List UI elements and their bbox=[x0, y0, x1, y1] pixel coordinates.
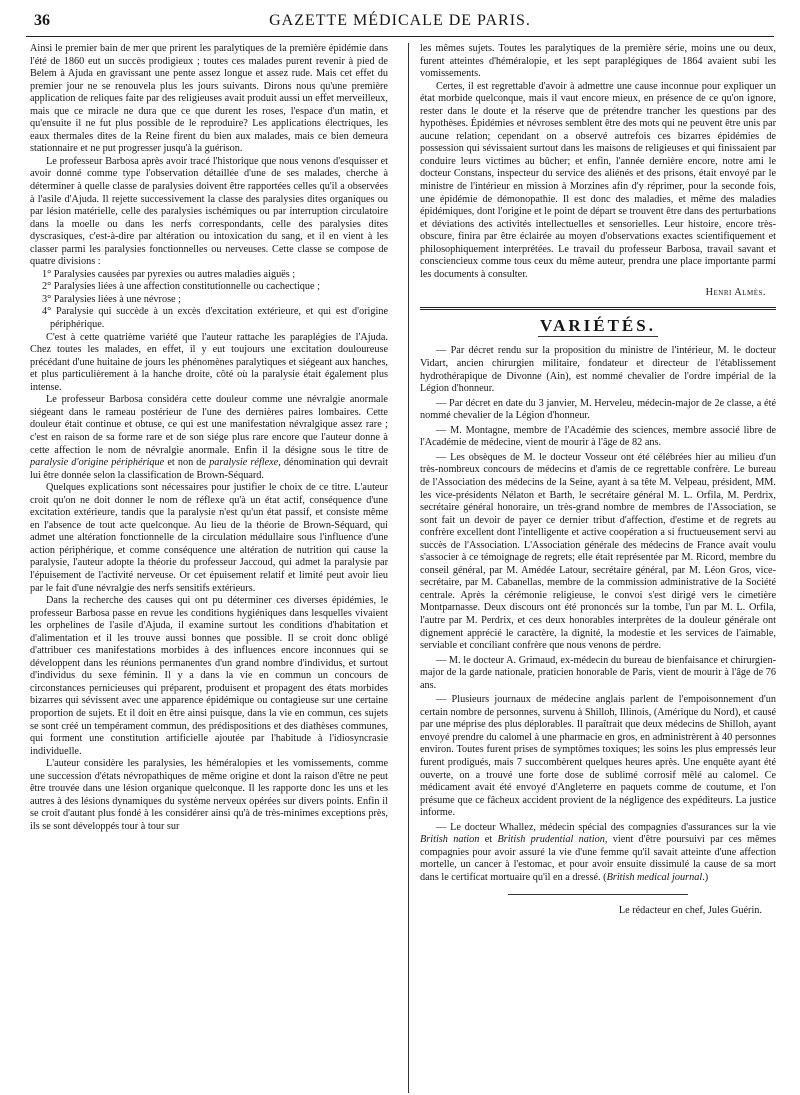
list-item: 4° Paralysie qui succède à un excès d'excitation extérieure, et qui est d'origine périphérique. bbox=[42, 306, 388, 331]
page-header bbox=[26, 10, 774, 37]
article-signature: Henri Almès. bbox=[705, 287, 766, 299]
news-item: — Plusieurs journaux de médecine anglais parlent de l'empoisonnement d'un certain nombre de personnes, survenu à Shilloh, Illinois, (Amérique du Nord), et causé par une méprise des plus déplorables. Il paraîtrait que deux médecins de Shilloh, ayant envoyé prendre du calomel à une pharmacie en gros, en administrèrent à 40 personnes environ. Toutes furent prises de symptômes toxiques; les soins les plus empressés leur furent prodigués, mais 7 succombèrent quelques heures après. Une enquête ayant été ouverte, on a trouvé une forte dose de sublimé corrosif mêlé au calomel. Ce médicament avait été envoyé d'Angleterre en paquets comme de coutume, et l'on présume que ce fâcheux accident provient de la négligence des expéditeurs. La justice informe. bbox=[420, 694, 776, 819]
paragraph: Quelques explications sont nécessaires pour justifier le choix de ce titre. L'auteur croit qu'on ne doit donner le nom de réflexe qu'à un état actif, conséquence d'une excitation extérieure, tandis que la paralysie n'est qu'un état passif, et consiste même en l'absence de tout acte quelconque. Au lieu de la théorie de Brown-Séquard, qui admet une altération fonctionnelle de la circulation médullaire sous l'influence d'une action périphérique, et comme conséquence une altération de nutrition qui cause la paralysie, l'auteur adopte la théorie du professeur Jaccoud, qui admet la paralysie par l'épuisement de l'activité nerveuse. Or cet épuisement relatif et limité peut avoir lieu par le fait d'une névralgie des nerfs sensitifs extérieurs. bbox=[30, 482, 388, 594]
left-column bbox=[30, 43, 388, 833]
news-item: — Par décret rendu sur la proposition du ministre de l'intérieur, M. le docteur Vidart, ancien chirurgien militaire, fondateur et directeur de l'établissement hydrothérapique de Divonne (Ain), est nommé chevalier de l'ordre impérial de la Légion d'honneur. bbox=[420, 345, 776, 395]
italic-term: British medical journal bbox=[606, 871, 703, 883]
text-run: , vient d'être poursuivi par ces mêmes compagnies pour avoir assuré la vie d'une femme qu'il savait atteinte d'une affection mortelle, un cancer à l'estomac, et pour avoir ensuite dissimulé la cause de sa mort dans le certificat mortuaire qu'il en a dressé. ( bbox=[420, 834, 777, 883]
news-item: — Les obsèques de M. le docteur Vosseur ont été célébrées hier au milieu d'un très-nombreux concours de médecins et d'amis de ce regrettable confrère. Le bureau de l'Association des médecins de la Seine, ayant à sa tête M. Velpeau, président, MM. les vice-présidents Nélaton et Barth, le secrétaire général M. L. Orfila, M. Perdrix, secrétaire général honoraire, un très-grand nombre de membres de l'Association, se sont fait un devoir de payer ce dernier tribut d'affection, d'estime et de regrets au confrère excellent dont l'intelligente et active coopération a si fructueusement servi au succès de l'Association. L'Association générale des médecins de France avait voulu s'associer à ce témoignage de regrets; elle était représentée par M. Ricord, membre du conseil général, par M. Amédée Latour, secrétaire général, par M. Léon Gros, vice-secrétaire, par M. Cabanellas, membre de la commission administrative de la Société centrale. Après la cérémonie religieuse, le convoi s'est dirigé vers le cimetière Montparnasse. Deux discours ont été prononcés sur la tombe, l'un par M. L. Orfila, l'autre par M. Perdrix, et ces deux honorables interprètes de la douleur générale ont dignement apprécié le caractère, la dignité, la modestie et les services de l'aimable, serviable et conciliant confrère que nous venons de perdre. bbox=[420, 451, 776, 652]
section-title: VARIÉTÉS. bbox=[540, 315, 656, 335]
list-item: 2° Paralysies liées à une affection constitutionnelle ou cachectique ; bbox=[42, 281, 321, 293]
editor-signature: Le rédacteur en chef, Jules Guérin. bbox=[618, 905, 762, 917]
paragraph: Ainsi le premier bain de mer que prirent les paralytiques de la première épidémie dans l'été de 1860 eut un succès prodigieux ; toutes ces malades purent revenir à pied de Belem à Ajuda en gravissant une pente assez longue et assez rude. Mais cet effet du premier jour ne se renouvela plus les jours suivants. Dirons nous qu'une première application de reliques faite par des religieuses avait produit aussi un effet merveilleux, mais que ce miracle ne dura que ce que durent les roses, l'espace d'un matin, et qu'ensuite il ne fut plus possible de le reproduire? Les applications électriques, les eaux thermales dites de la Reine firent du bien aux malades, mais ce bien demeura stationnaire et ne put progresser jusqu'à la guérison. bbox=[30, 43, 388, 155]
right-column bbox=[420, 43, 776, 918]
column-divider bbox=[408, 43, 409, 1093]
text-run: Le professeur Barbosa considéra cette douleur comme une névralgie anormale siégeant dans le rameau postérieur de l'une des dernières paires lombaires. Cette douleur était continue et obtuse, ce qui est une manifestation névralgique assez rare ; c'est en raison de sa forme rare et de son siége plus rare encore que l'auteur donne à cette affection le nom de névralgie anormale. Enfin il la désigne sous le titre de bbox=[30, 394, 388, 456]
paragraph: L'auteur considère les paralysies, les héméralopies et les vomissements, comme une succession d'états névropathiques de même origine et dont la raison d'être ne peut être trouvée dans une lésion organique quelconque. Il les rapporte donc les uns et les autres à des lésions dynamiques du système nerveux opérées sur divers points. Enfin il se croit d'autant plus fondé à les considérer ainsi qu'à de très-minimes exceptions près, ils se sont développés tour à tour sur bbox=[30, 758, 388, 832]
news-item bbox=[420, 822, 776, 885]
text-run: — Le docteur Whallez, médecin spécial des compagnies d'assurances sur la vie bbox=[436, 821, 776, 833]
news-item: — M. Montagne, membre de l'Académie des sciences, membre associé libre de l'Académie de médecine, vient de mourir à l'âge de 82 ans. bbox=[420, 424, 776, 449]
list-item: 1° Paralysies causées par pyrexies ou autres maladies aiguës ; bbox=[42, 268, 296, 280]
text-run: , dénomination qui devrait lui être donnée selon la classification de Brown-Séquard. bbox=[30, 457, 389, 481]
page-number: 36 bbox=[34, 12, 50, 29]
paragraph bbox=[30, 394, 388, 482]
paragraph: Dans la recherche des causes qui ont pu déterminer ces diverses épidémies, le professeur Barbosa passe en revue les conditions hygiéniques dans lesquelles vivaient les orphelines de l'asile d'Ajuda, il examine surtout les conditions d'habitation et d'alimentation et il les trouve aussi bonnes que possible. Il se croit donc obligé d'attribuer ces manifestations morbides à des influences encore inconnues qui se développent dans les réunions permanentes d'un grand nombre d'individus, et surtout d'individus du sexe féminin. Il y a dans la vie en commun un concours de circonstances pernicieuses qui préparent, produisent et propagent des états morbides bizarres qui sévissent avec une apparence épidémique ou contagieuse sur une certaine proportion de sujets. Et il doit en être ainsi puisque, dans la vie en commun, ces sujets se sont créé un tempérament commun, des prédispositions et des diathèses communes, qui forment une constitution artificielle ajoutée par l'habitude à l'idiosyncrasie individuelle. bbox=[30, 595, 388, 757]
paragraph: Certes, il est regrettable d'avoir à admettre une cause inconnue pour expliquer un état morbide quelconque, mais il vaut encore mieux, en présence de ce qu'on ignore, rester dans le doute et la réserve que de prétendre trancher les questions par des hypothèses. Épidémies et névroses semblent être des mots qui ne peuvent être unis par aucune relation; cependant on a observé autrefois ces bizarres épidémies de possession qui sévissaient surtout dans les maisons de religieuses et qui finissaient par conduire leurs victimes au bûcher; et enfin, l'année dernière encore, notre ami le docteur Constans, inspecteur du service des aliénés et des prisons, était envoyé par le ministre de l'intérieur en mission à Morzines afin d'y réprimer, pour la seconde fois, une épidémie de démonopathie. Il est donc des maladies, et même des maladies épidémiques, dont l'origine et le point de départ se trouvent être dans des perturbations et déviations des activités intellectuelles et sensorielles. Leur histoire, encore très-obscure, finira par être éclairée au moyen d'observations exactes scientifiquement et philosophiquement interprétées. Le travail du professeur Barbosa, travail savant et consciencieux comme tous ceux du même auteur, prendra une place importante parmi les documents à consulter. bbox=[420, 80, 776, 280]
text-columns bbox=[26, 43, 777, 1095]
text-run: .) bbox=[702, 871, 709, 883]
list-item: 3° Paralysies liées à une névrose ; bbox=[42, 293, 182, 305]
news-item: — M. le docteur A. Grimaud, ex-médecin du bureau de bienfaisance et chirurgien-major de la garde nationale, praticien honorable de Paris, vient de mourir à l'âge de 76 ans. bbox=[420, 654, 776, 691]
italic-term: British nation bbox=[420, 834, 480, 846]
text-run: et bbox=[479, 834, 498, 846]
title-underline bbox=[538, 336, 658, 337]
italic-term: paralysie d'origine périphérique bbox=[30, 457, 165, 469]
paragraph: Le professeur Barbosa après avoir tracé l'historique que nous venons d'esquisser et avoir donné comme type l'observation détaillée d'une de ses malades, cherche à déterminer à quelle classe de paralysies doivent être rapportées celles qu'il a observées à l'asile d'Ajuda. Il rejette successivement la classe des paralysies dites organiques ou par lésion matérielle, celle des paralysies ischémiques ou par interruption circulatoire dans la moelle ou dans les nerfs correspondants, celle des paralysies dites dyscrasiques, c'est-à-dire par altération ou intoxication du sang, et il en vient à les classer parmi les paralysies fonctionnelles ou nerveuses. Cette classe se compose de quatre divisions : bbox=[30, 155, 388, 268]
section-rule bbox=[420, 309, 776, 310]
italic-term: paralysie réflexe bbox=[209, 457, 279, 469]
italic-term: British prudential nation bbox=[497, 834, 605, 846]
closing-rule bbox=[508, 894, 688, 895]
paragraph: C'est à cette quatrième variété que l'auteur rattache les paraplégies de l'Ajuda. Chez toutes les malades, en effet, il y eut toujours une excitation douloureuse précédant d'une huitaine de jours les phénomènes paralytiques et siégeant aux hanches, et plus particulièrement à la hanche droite, côté où la paralysie était également plus intense. bbox=[30, 331, 388, 393]
news-item: — Par décret en date du 3 janvier, M. Herveleu, médecin-major de 2e classe, a été nommé chevalier de la Légion d'honneur. bbox=[420, 397, 776, 422]
journal-title: GAZETTE MÉDICALE DE PARIS. bbox=[269, 12, 531, 29]
paragraph: les mêmes sujets. Toutes les paralytiques de la première série, moins une ou deux, furent atteintes d'héméralopie, et les sept paraplégiques de 1864 avaient subi les vomissements. bbox=[420, 43, 776, 80]
text-run: et non de bbox=[164, 457, 210, 469]
section-rule bbox=[420, 307, 776, 308]
